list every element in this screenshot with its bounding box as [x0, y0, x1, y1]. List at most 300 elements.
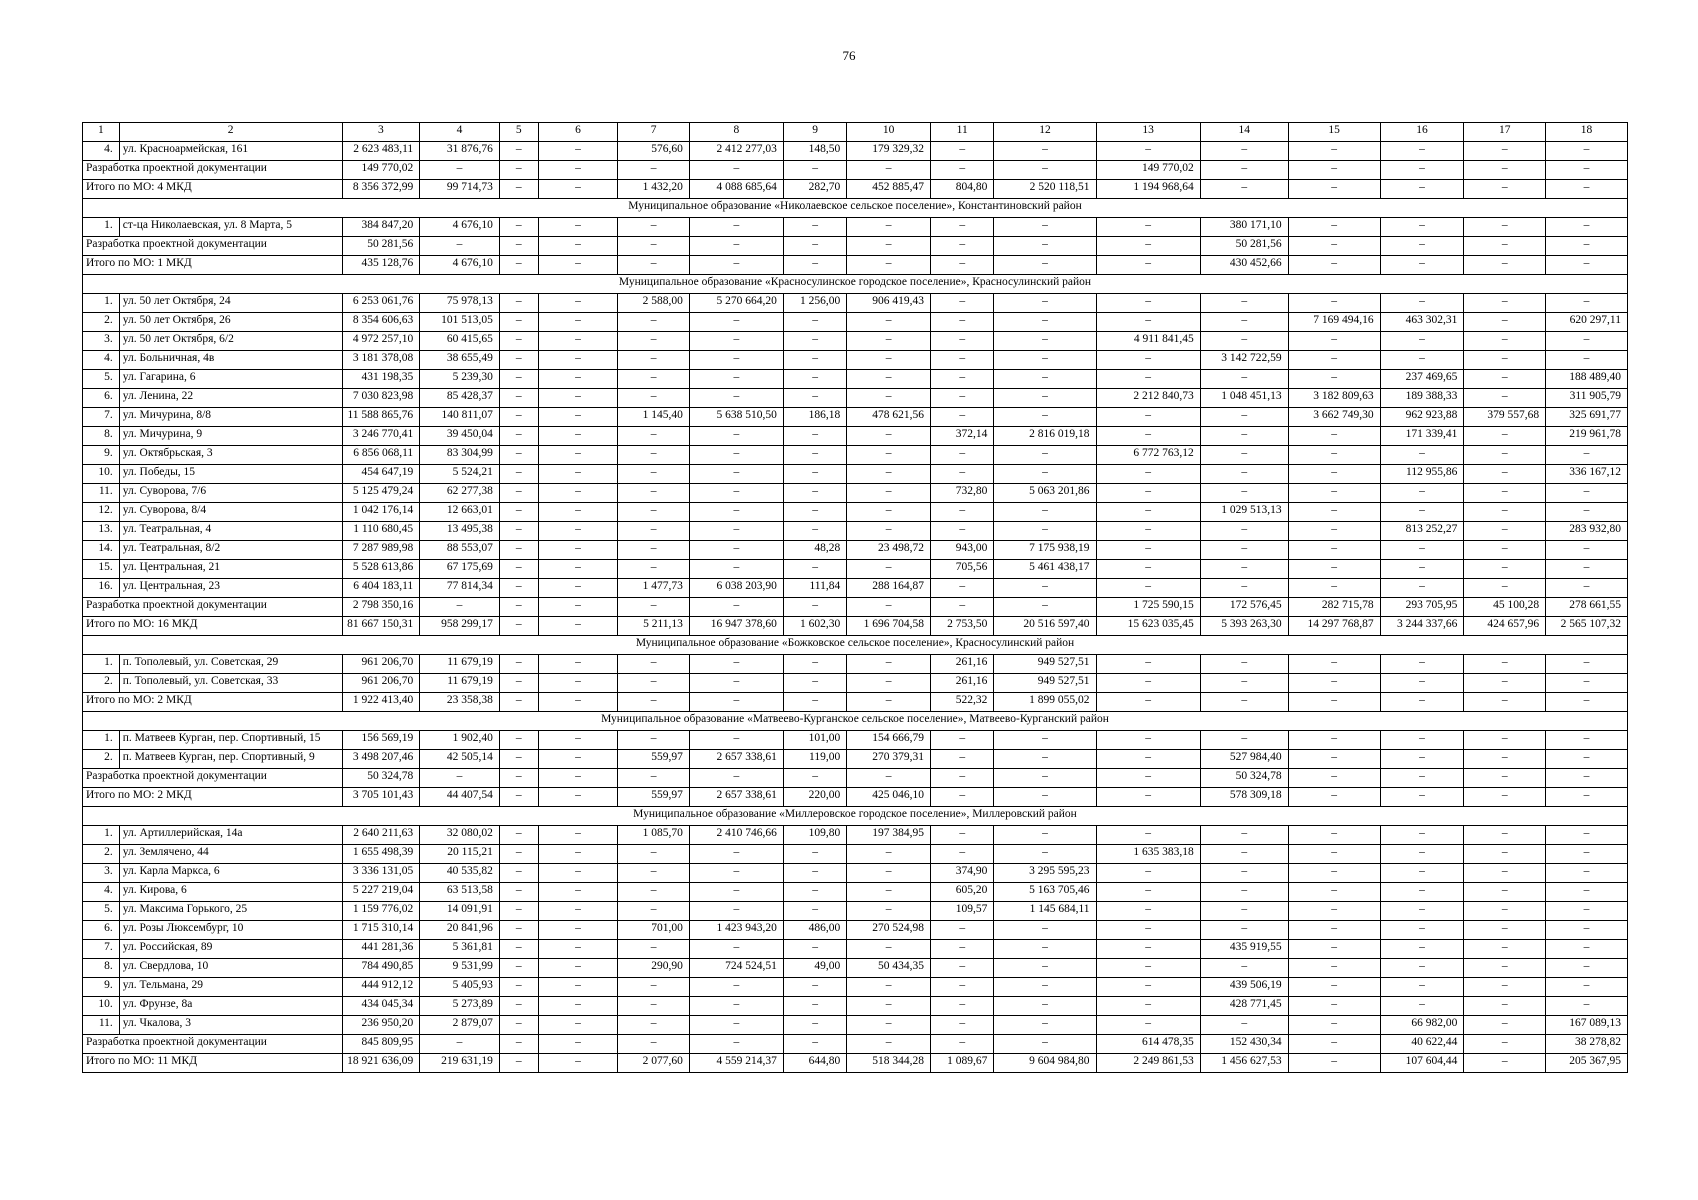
table-cell: –	[689, 446, 783, 465]
table-cell: –	[1096, 256, 1200, 275]
table-cell: 1 899 055,02	[994, 693, 1096, 712]
summary-label: Разработка проектной документации	[83, 161, 343, 180]
table-cell: 576,60	[618, 142, 690, 161]
table-cell: –	[689, 560, 783, 579]
table-cell: –	[783, 902, 846, 921]
table-cell: 311 905,79	[1546, 389, 1628, 408]
table-cell: 283 932,80	[1546, 522, 1628, 541]
table-cell: 804,80	[931, 180, 994, 199]
table-cell: –	[1096, 1016, 1200, 1035]
table-cell: –	[1200, 408, 1288, 427]
table-cell: –	[618, 731, 690, 750]
table-cell: –	[1464, 750, 1546, 769]
table-cell: 4 559 214,37	[689, 1054, 783, 1073]
table-cell: 1 145 684,11	[994, 902, 1096, 921]
table-cell: 39 450,04	[420, 427, 500, 446]
row-number: 3.	[83, 332, 120, 351]
table-cell: –	[1288, 883, 1380, 902]
table-cell: –	[1380, 560, 1464, 579]
table-cell: –	[1546, 655, 1628, 674]
table-row	[83, 142, 1628, 161]
table-cell: 11 679,19	[420, 674, 500, 693]
table-cell: –	[1380, 864, 1464, 883]
table-cell: –	[689, 655, 783, 674]
table-cell: –	[1200, 693, 1288, 712]
table-cell: –	[994, 598, 1096, 617]
table-cell: –	[420, 237, 500, 256]
table-row	[83, 940, 1628, 959]
table-cell: 463 302,31	[1380, 313, 1464, 332]
table-cell: –	[783, 351, 846, 370]
table-cell: –	[783, 503, 846, 522]
table-row	[83, 579, 1628, 598]
table-cell: –	[1288, 1054, 1380, 1073]
table-cell: 189 388,33	[1380, 389, 1464, 408]
table-cell: –	[538, 484, 618, 503]
table-cell: –	[1380, 959, 1464, 978]
table-cell: –	[994, 161, 1096, 180]
table-cell: 444 912,12	[342, 978, 420, 997]
table-cell: –	[1380, 921, 1464, 940]
table-cell: 8 354 606,63	[342, 313, 420, 332]
table-row	[83, 883, 1628, 902]
table-cell: –	[994, 237, 1096, 256]
table-cell: –	[618, 522, 690, 541]
summary-row	[83, 617, 1628, 636]
table-cell: –	[994, 332, 1096, 351]
table-cell: –	[1288, 731, 1380, 750]
table-cell: –	[1200, 579, 1288, 598]
table-cell: –	[1288, 256, 1380, 275]
table-cell: 50 324,78	[1200, 769, 1288, 788]
table-row	[83, 313, 1628, 332]
table-cell: 148,50	[783, 142, 846, 161]
table-cell: –	[689, 769, 783, 788]
table-cell: –	[783, 769, 846, 788]
table-cell: –	[783, 427, 846, 446]
table-cell: –	[618, 940, 690, 959]
table-cell: –	[499, 674, 538, 693]
table-cell: –	[1288, 997, 1380, 1016]
table-cell: –	[618, 503, 690, 522]
address-cell: ул. Кирова, 6	[119, 883, 342, 902]
address-cell: ул. Октябрьская, 3	[119, 446, 342, 465]
row-number: 10.	[83, 465, 120, 484]
table-cell: –	[1546, 674, 1628, 693]
municipality-label: Муниципальное образование «Красносулинское городское поселение», Красносулинский район	[83, 275, 1628, 294]
table-cell: –	[783, 940, 846, 959]
table-cell: 50 281,56	[342, 237, 420, 256]
table-cell: –	[931, 940, 994, 959]
row-number: 2.	[83, 845, 120, 864]
table-cell: 50 434,35	[847, 959, 931, 978]
table-cell: –	[931, 503, 994, 522]
table-cell: 1 456 627,53	[1200, 1054, 1288, 1073]
table-cell: –	[618, 997, 690, 1016]
table-cell: 614 478,35	[1096, 1035, 1200, 1054]
table-row	[83, 959, 1628, 978]
table-cell: 1 696 704,58	[847, 617, 931, 636]
table-cell: 3 295 595,23	[994, 864, 1096, 883]
table-cell: –	[931, 1016, 994, 1035]
table-cell: 943,00	[931, 541, 994, 560]
table-cell: 149 770,02	[342, 161, 420, 180]
table-body	[83, 123, 1628, 1073]
table-cell: –	[1288, 579, 1380, 598]
table-cell: –	[499, 1016, 538, 1035]
row-number: 7.	[83, 408, 120, 427]
table-cell: 2 077,60	[618, 1054, 690, 1073]
table-cell: 2 640 211,63	[342, 826, 420, 845]
address-cell: ул. 50 лет Октября, 6/2	[119, 332, 342, 351]
table-cell: 486,00	[783, 921, 846, 940]
row-number: 3.	[83, 864, 120, 883]
table-cell: –	[689, 902, 783, 921]
table-cell: 38 278,82	[1546, 1035, 1628, 1054]
table-cell: 20 516 597,40	[994, 617, 1096, 636]
table-cell: –	[618, 237, 690, 256]
table-cell: 5 270 664,20	[689, 294, 783, 313]
address-cell: п. Матвеев Курган, пер. Спортивный, 9	[119, 750, 342, 769]
table-cell: 2 798 350,16	[342, 598, 420, 617]
table-cell: –	[783, 1035, 846, 1054]
table-cell: –	[618, 902, 690, 921]
table-cell: –	[1380, 674, 1464, 693]
table-cell: –	[847, 389, 931, 408]
table-row	[83, 826, 1628, 845]
table-cell: –	[931, 313, 994, 332]
table-cell: –	[847, 332, 931, 351]
table-cell: –	[847, 484, 931, 503]
table-cell: –	[783, 655, 846, 674]
summary-row	[83, 598, 1628, 617]
row-number: 12.	[83, 503, 120, 522]
table-cell: –	[847, 427, 931, 446]
table-cell: 1 655 498,39	[342, 845, 420, 864]
table-cell: –	[994, 997, 1096, 1016]
table-cell: –	[689, 427, 783, 446]
table-cell: –	[1546, 256, 1628, 275]
table-cell: –	[1380, 180, 1464, 199]
table-row	[83, 978, 1628, 997]
table-cell: –	[847, 598, 931, 617]
table-cell: –	[499, 180, 538, 199]
table-cell: 282,70	[783, 180, 846, 199]
row-number: 1.	[83, 218, 120, 237]
table-cell: 48,28	[783, 541, 846, 560]
table-cell: –	[1380, 256, 1464, 275]
table-cell: –	[1464, 826, 1546, 845]
address-cell: ул. Театральная, 4	[119, 522, 342, 541]
table-cell: 605,20	[931, 883, 994, 902]
table-cell: –	[931, 332, 994, 351]
table-cell: –	[538, 902, 618, 921]
table-cell: –	[420, 598, 500, 617]
table-cell: 5 393 263,30	[1200, 617, 1288, 636]
table-cell: –	[1380, 902, 1464, 921]
table-cell: –	[1200, 674, 1288, 693]
table-cell: 431 198,35	[342, 370, 420, 389]
table-cell: –	[1200, 845, 1288, 864]
table-cell: –	[1546, 218, 1628, 237]
table-cell: –	[1380, 940, 1464, 959]
table-cell: 372,14	[931, 427, 994, 446]
table-cell: –	[1200, 294, 1288, 313]
table-cell: –	[1096, 997, 1200, 1016]
table-cell: –	[1288, 978, 1380, 997]
table-cell: –	[1464, 560, 1546, 579]
table-cell: –	[994, 503, 1096, 522]
table-cell: –	[499, 427, 538, 446]
table-cell: –	[618, 845, 690, 864]
table-cell: –	[1288, 826, 1380, 845]
table-cell: –	[847, 313, 931, 332]
table-cell: 3 336 131,05	[342, 864, 420, 883]
table-cell: 325 691,77	[1546, 408, 1628, 427]
header-row	[83, 123, 1628, 142]
table-cell: –	[689, 256, 783, 275]
table-cell: –	[1200, 142, 1288, 161]
table-cell: 4 676,10	[420, 256, 500, 275]
table-cell: –	[847, 370, 931, 389]
address-cell: ул. Мичурина, 9	[119, 427, 342, 446]
table-cell: 77 814,34	[420, 579, 500, 598]
table-cell: –	[538, 655, 618, 674]
table-cell: –	[783, 370, 846, 389]
row-number: 4.	[83, 142, 120, 161]
table-cell: –	[994, 978, 1096, 997]
table-cell: –	[783, 978, 846, 997]
address-cell: ул. Свердлова, 10	[119, 959, 342, 978]
row-number: 11.	[83, 484, 120, 503]
table-cell: –	[847, 351, 931, 370]
table-cell: –	[499, 161, 538, 180]
table-cell: –	[1200, 465, 1288, 484]
table-cell: 3 498 207,46	[342, 750, 420, 769]
table-cell: –	[538, 408, 618, 427]
table-cell: 5 528 613,86	[342, 560, 420, 579]
table-cell: –	[499, 845, 538, 864]
table-cell: 45 100,28	[1464, 598, 1546, 617]
table-cell: –	[1546, 883, 1628, 902]
table-cell: –	[538, 940, 618, 959]
table-row	[83, 218, 1628, 237]
row-number: 4.	[83, 883, 120, 902]
table-cell: 1 635 383,18	[1096, 845, 1200, 864]
table-cell: 270 379,31	[847, 750, 931, 769]
table-cell: –	[1464, 332, 1546, 351]
table-cell: –	[538, 237, 618, 256]
table-row	[83, 332, 1628, 351]
table-cell: 949 527,51	[994, 674, 1096, 693]
table-cell: –	[618, 256, 690, 275]
table-cell: 66 982,00	[1380, 1016, 1464, 1035]
table-cell: –	[538, 503, 618, 522]
table-cell: –	[689, 1035, 783, 1054]
table-cell: –	[994, 370, 1096, 389]
table-cell: 434 045,34	[342, 997, 420, 1016]
summary-row	[83, 769, 1628, 788]
table-cell: –	[1288, 332, 1380, 351]
table-cell: 1 602,30	[783, 617, 846, 636]
table-cell: –	[1096, 237, 1200, 256]
table-cell: –	[499, 560, 538, 579]
table-cell: –	[1464, 218, 1546, 237]
table-cell: –	[499, 731, 538, 750]
header-cell: 6	[538, 123, 618, 142]
header-cell: 5	[499, 123, 538, 142]
table-cell: –	[499, 750, 538, 769]
address-cell: п. Тополевый, ул. Советская, 29	[119, 655, 342, 674]
table-cell: –	[689, 370, 783, 389]
table-cell: 5 405,93	[420, 978, 500, 997]
table-cell: –	[1288, 788, 1380, 807]
table-cell: 1 256,00	[783, 294, 846, 313]
table-cell: –	[994, 731, 1096, 750]
table-cell: –	[994, 959, 1096, 978]
row-number: 9.	[83, 446, 120, 465]
table-cell: –	[1288, 294, 1380, 313]
table-cell: –	[618, 218, 690, 237]
table-row	[83, 446, 1628, 465]
table-cell: –	[931, 598, 994, 617]
table-cell: –	[1096, 294, 1200, 313]
table-cell: 705,56	[931, 560, 994, 579]
table-cell: –	[1380, 769, 1464, 788]
table-cell: –	[1200, 883, 1288, 902]
table-cell: 1 423 943,20	[689, 921, 783, 940]
table-cell: –	[1380, 845, 1464, 864]
table-cell: –	[783, 693, 846, 712]
table-cell: –	[420, 769, 500, 788]
table-cell: –	[499, 389, 538, 408]
table-cell: 288 164,87	[847, 579, 931, 598]
table-cell: –	[783, 332, 846, 351]
table-cell: –	[1546, 769, 1628, 788]
table-cell: –	[689, 674, 783, 693]
table-cell: –	[1288, 503, 1380, 522]
table-cell: 4 088 685,64	[689, 180, 783, 199]
table-cell: 171 339,41	[1380, 427, 1464, 446]
table-cell: –	[1096, 978, 1200, 997]
table-cell: –	[1096, 750, 1200, 769]
table-cell: –	[618, 883, 690, 902]
row-number: 9.	[83, 978, 120, 997]
table-cell: –	[499, 351, 538, 370]
table-cell: –	[538, 598, 618, 617]
table-cell: –	[1200, 655, 1288, 674]
table-cell: –	[1464, 788, 1546, 807]
table-cell: 784 490,85	[342, 959, 420, 978]
table-cell: –	[1546, 351, 1628, 370]
table-cell: –	[1380, 997, 1464, 1016]
table-cell: –	[1464, 883, 1546, 902]
table-cell: –	[847, 769, 931, 788]
table-cell: 149 770,02	[1096, 161, 1200, 180]
table-cell: –	[1546, 180, 1628, 199]
table-cell: –	[538, 446, 618, 465]
table-cell: –	[1546, 560, 1628, 579]
table-cell: 478 621,56	[847, 408, 931, 427]
table-cell: –	[538, 465, 618, 484]
table-cell: –	[1200, 560, 1288, 579]
row-number: 13.	[83, 522, 120, 541]
table-cell: –	[1096, 579, 1200, 598]
summary-label: Итого по МО: 4 МКД	[83, 180, 343, 199]
table-cell: 11 679,19	[420, 655, 500, 674]
table-cell: –	[1464, 579, 1546, 598]
table-cell: –	[1546, 503, 1628, 522]
table-cell: –	[1200, 921, 1288, 940]
table-cell: 430 452,66	[1200, 256, 1288, 275]
table-cell: –	[538, 617, 618, 636]
table-cell: 961 206,70	[342, 655, 420, 674]
table-cell: –	[994, 788, 1096, 807]
table-cell: –	[538, 1016, 618, 1035]
table-cell: –	[1464, 541, 1546, 560]
table-cell: 1 110 680,45	[342, 522, 420, 541]
table-cell: 1 902,40	[420, 731, 500, 750]
row-number: 1.	[83, 294, 120, 313]
table-cell: –	[1288, 180, 1380, 199]
table-cell: 167 089,13	[1546, 1016, 1628, 1035]
table-cell: –	[1464, 655, 1546, 674]
table-cell: 2 249 861,53	[1096, 1054, 1200, 1073]
table-cell: –	[1464, 446, 1546, 465]
table-cell: –	[538, 864, 618, 883]
row-number: 6.	[83, 389, 120, 408]
table-cell: –	[1200, 731, 1288, 750]
table-cell: –	[847, 997, 931, 1016]
table-cell: 44 407,54	[420, 788, 500, 807]
table-cell: –	[1288, 142, 1380, 161]
table-cell: –	[1546, 826, 1628, 845]
table-cell: –	[538, 959, 618, 978]
table-cell: –	[1200, 484, 1288, 503]
table-cell: 559,97	[618, 788, 690, 807]
table-cell: –	[689, 845, 783, 864]
table-cell: –	[499, 503, 538, 522]
table-cell: –	[1546, 731, 1628, 750]
table-cell: –	[618, 484, 690, 503]
table-cell: –	[783, 161, 846, 180]
table-cell: –	[1288, 750, 1380, 769]
municipality-row	[83, 199, 1628, 218]
table-cell: 425 046,10	[847, 788, 931, 807]
table-cell: 2 879,07	[420, 1016, 500, 1035]
table-cell: 290,90	[618, 959, 690, 978]
table-cell: –	[538, 750, 618, 769]
table-cell: 4 972 257,10	[342, 332, 420, 351]
table-cell: 439 506,19	[1200, 978, 1288, 997]
table-cell: 3 705 101,43	[342, 788, 420, 807]
table-cell: 6 253 061,76	[342, 294, 420, 313]
table-cell: –	[689, 522, 783, 541]
table-cell: –	[783, 674, 846, 693]
table-cell: –	[1096, 427, 1200, 446]
table-cell: –	[1096, 408, 1200, 427]
summary-row	[83, 180, 1628, 199]
table-cell: 152 430,34	[1200, 1035, 1288, 1054]
table-row	[83, 370, 1628, 389]
table-cell: 23 498,72	[847, 541, 931, 560]
row-number: 10.	[83, 997, 120, 1016]
table-cell: –	[1096, 883, 1200, 902]
table-cell: 5 163 705,46	[994, 883, 1096, 902]
table-cell: –	[1464, 256, 1546, 275]
address-cell: ул. Суворова, 7/6	[119, 484, 342, 503]
table-cell: –	[1546, 446, 1628, 465]
